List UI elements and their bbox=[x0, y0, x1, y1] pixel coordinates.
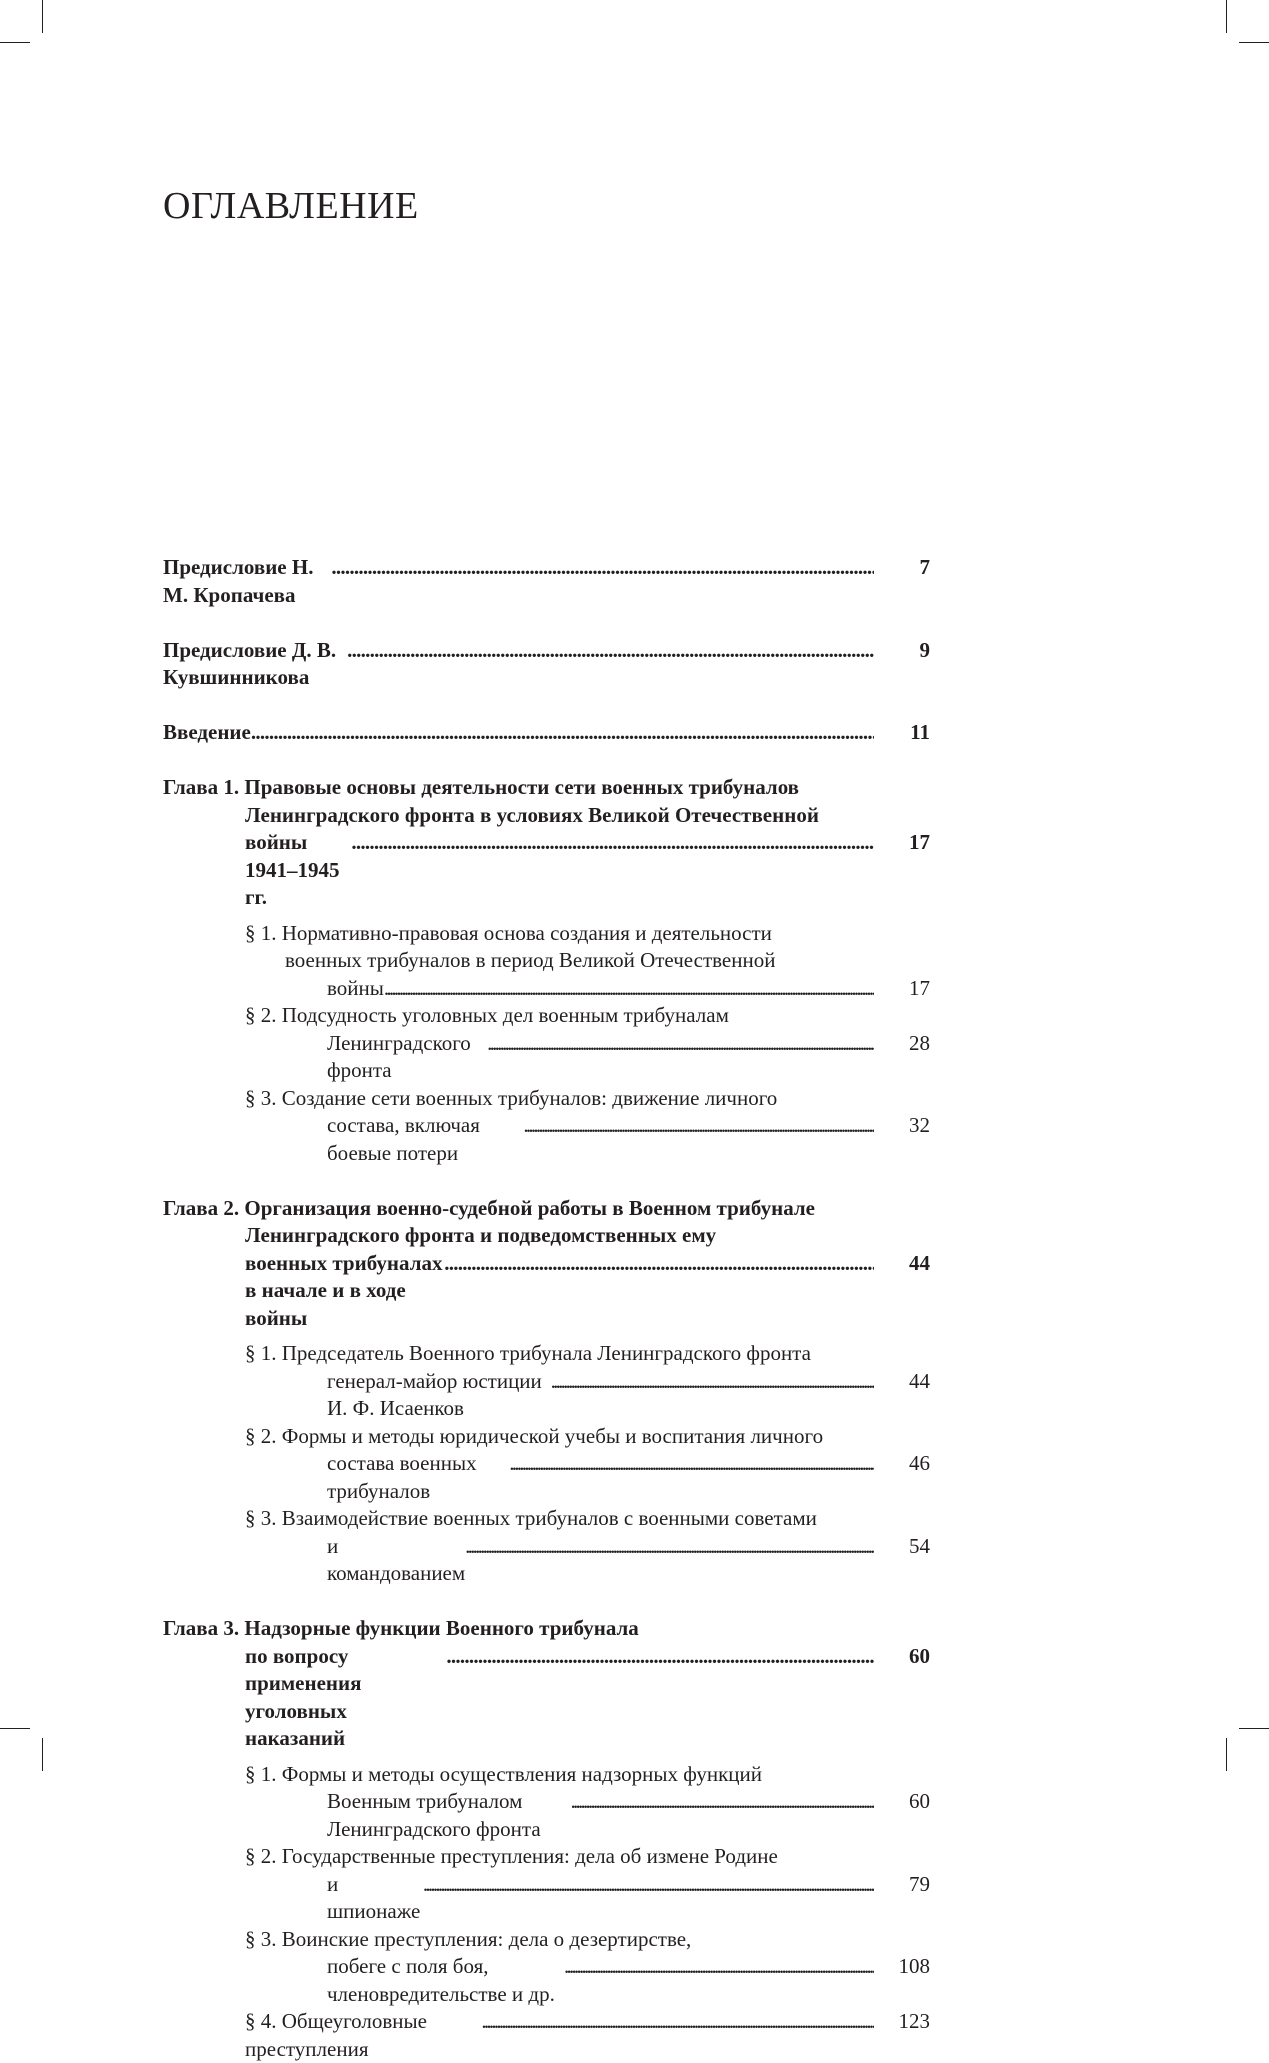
dot-leader bbox=[551, 1368, 874, 1396]
chapter-title-line: Ленинградского фронта в условиях Великой Отечественной bbox=[245, 802, 819, 827]
table-of-contents bbox=[163, 554, 930, 2063]
page-title: ОГЛАВЛЕНИЕ bbox=[163, 185, 419, 227]
toc-section-3-4[interactable] bbox=[163, 2008, 930, 2063]
dot-leader bbox=[384, 975, 874, 1003]
toc-section-1-2[interactable] bbox=[163, 1002, 930, 1085]
toc-page-number: 11 bbox=[910, 720, 930, 744]
toc-section-1-3[interactable] bbox=[163, 1085, 930, 1168]
dot-leader bbox=[446, 1643, 874, 1671]
section-title-line: § 3. Воинские преступления: дела о дезертирстве, bbox=[245, 1926, 692, 1951]
toc-section-2-1[interactable] bbox=[163, 1340, 930, 1423]
dot-leader bbox=[487, 1030, 874, 1058]
toc-entry-introduction[interactable] bbox=[163, 719, 930, 747]
toc-entry-preface-kropachev[interactable] bbox=[163, 554, 930, 609]
crop-mark bbox=[1239, 42, 1269, 43]
section-title-line: § 1. Формы и методы осуществления надзорных функций bbox=[245, 1761, 763, 1786]
dot-leader bbox=[509, 1450, 874, 1478]
toc-entry-preface-kuvshinnikov[interactable] bbox=[163, 637, 930, 692]
toc-page-number: 44 bbox=[909, 1250, 930, 1275]
section-title-line: побеге с поля боя, членовредительстве и др. bbox=[327, 1954, 555, 2006]
dot-leader bbox=[347, 637, 874, 665]
crop-mark bbox=[0, 42, 30, 43]
section-title-line: § 3. Взаимодействие военных трибуналов с военными советами bbox=[245, 1506, 817, 1530]
toc-page-number: 44 bbox=[909, 1368, 930, 1393]
toc-chapter-1[interactable] bbox=[163, 774, 930, 912]
section-title-line: § 1. Председатель Военного трибунала Ленинградского фронта bbox=[245, 1341, 811, 1365]
toc-page-number: 17 bbox=[909, 830, 930, 854]
dot-leader bbox=[423, 1871, 874, 1899]
chapter-title-line: по вопросу применения уголовных наказаний bbox=[245, 1643, 362, 1750]
section-title-line: § 2. Формы и методы юридической учебы и воспитания личного bbox=[245, 1423, 824, 1448]
section-title-line: § 2. Государственные преступления: дела об измене Родине bbox=[245, 1844, 778, 1868]
section-title-line: и командованием bbox=[327, 1533, 466, 1585]
section-title-line: § 1. Нормативно-правовая основа создания и деятельности bbox=[245, 920, 772, 945]
section-title-line: § 2. Подсудность уголовных дел военным трибуналам bbox=[245, 1003, 729, 1027]
toc-page-number: 54 bbox=[909, 1533, 930, 1558]
dot-leader bbox=[444, 1250, 874, 1278]
crop-mark bbox=[42, 0, 43, 33]
toc-entry-label: Предисловие Н. М. Кропачева bbox=[163, 555, 314, 607]
toc-section-2-2[interactable] bbox=[163, 1423, 930, 1506]
toc-page-number: 46 bbox=[909, 1451, 930, 1475]
dot-leader bbox=[251, 719, 874, 747]
toc-entry-label: Предисловие Д. В. Кувшинникова bbox=[163, 637, 337, 689]
crop-mark bbox=[42, 1738, 43, 1771]
dot-leader bbox=[523, 1112, 874, 1140]
toc-section-2-3[interactable] bbox=[163, 1505, 930, 1588]
crop-mark bbox=[1226, 0, 1227, 33]
toc-page-number: 123 bbox=[898, 2009, 930, 2033]
section-title-line: военных трибуналов в период Великой Отечественной bbox=[285, 948, 776, 972]
chapter-title-line: военных трибуналах в начале и в ходе войны bbox=[245, 1250, 443, 1330]
toc-page-number: 17 bbox=[909, 975, 930, 1000]
toc-page-number: 60 bbox=[909, 1643, 930, 1668]
toc-page-number: 60 bbox=[909, 1789, 930, 1813]
section-title-line: войны bbox=[327, 975, 384, 1000]
toc-page-number: 7 bbox=[919, 555, 930, 579]
chapter-title-line: Глава 1. Правовые основы деятельности сети военных трибуналов bbox=[163, 775, 800, 799]
section-title-line: состава, включая боевые потери bbox=[327, 1113, 480, 1165]
dot-leader bbox=[331, 554, 874, 582]
toc-section-3-2[interactable] bbox=[163, 1843, 930, 1926]
dot-leader bbox=[571, 1788, 874, 1816]
chapter-title-line: Ленинградского фронта и подведомственных ему bbox=[245, 1223, 717, 1247]
section-title-line: состава военных трибуналов bbox=[327, 1451, 477, 1503]
section-title-line: Ленинградского фронта bbox=[327, 1030, 471, 1082]
chapter-title-line: Глава 2. Организация военно-судебной работы в Военном трибунале bbox=[163, 1195, 815, 1220]
section-title-line: § 4. Общеуголовные преступления bbox=[245, 2009, 427, 2061]
section-title-line: генерал-майор юстиции И. Ф. Исаенков bbox=[327, 1368, 542, 1420]
toc-chapter-2[interactable] bbox=[163, 1195, 930, 1333]
crop-mark bbox=[1226, 1738, 1227, 1771]
toc-page-number: 108 bbox=[898, 1954, 930, 1978]
toc-section-3-3[interactable] bbox=[163, 1926, 930, 2009]
toc-page-number: 32 bbox=[909, 1113, 930, 1137]
dot-leader bbox=[465, 1533, 874, 1561]
section-title-line: Военным трибуналом Ленинградского фронта bbox=[327, 1789, 541, 1841]
dot-leader bbox=[564, 1953, 874, 1981]
toc-chapter-3[interactable] bbox=[163, 1615, 930, 1753]
toc-page-number: 28 bbox=[909, 1030, 930, 1055]
toc-page-number: 79 bbox=[909, 1871, 930, 1896]
dot-leader bbox=[351, 829, 874, 857]
toc-section-3-1[interactable] bbox=[163, 1761, 930, 1844]
chapter-title-line: войны 1941–1945 гг. bbox=[245, 830, 340, 909]
section-title-line: и шпионаже bbox=[327, 1871, 421, 1923]
toc-page-number: 9 bbox=[919, 637, 930, 662]
toc-section-1-1[interactable] bbox=[163, 920, 930, 1003]
crop-mark bbox=[1239, 1728, 1269, 1729]
dot-leader bbox=[481, 2008, 874, 2036]
toc-entry-label: Введение bbox=[163, 720, 251, 744]
chapter-title-line: Глава 3. Надзорные функции Военного трибунала bbox=[163, 1616, 639, 1640]
section-title-line: § 3. Создание сети военных трибуналов: движение личного bbox=[245, 1085, 778, 1110]
crop-mark bbox=[0, 1728, 30, 1729]
